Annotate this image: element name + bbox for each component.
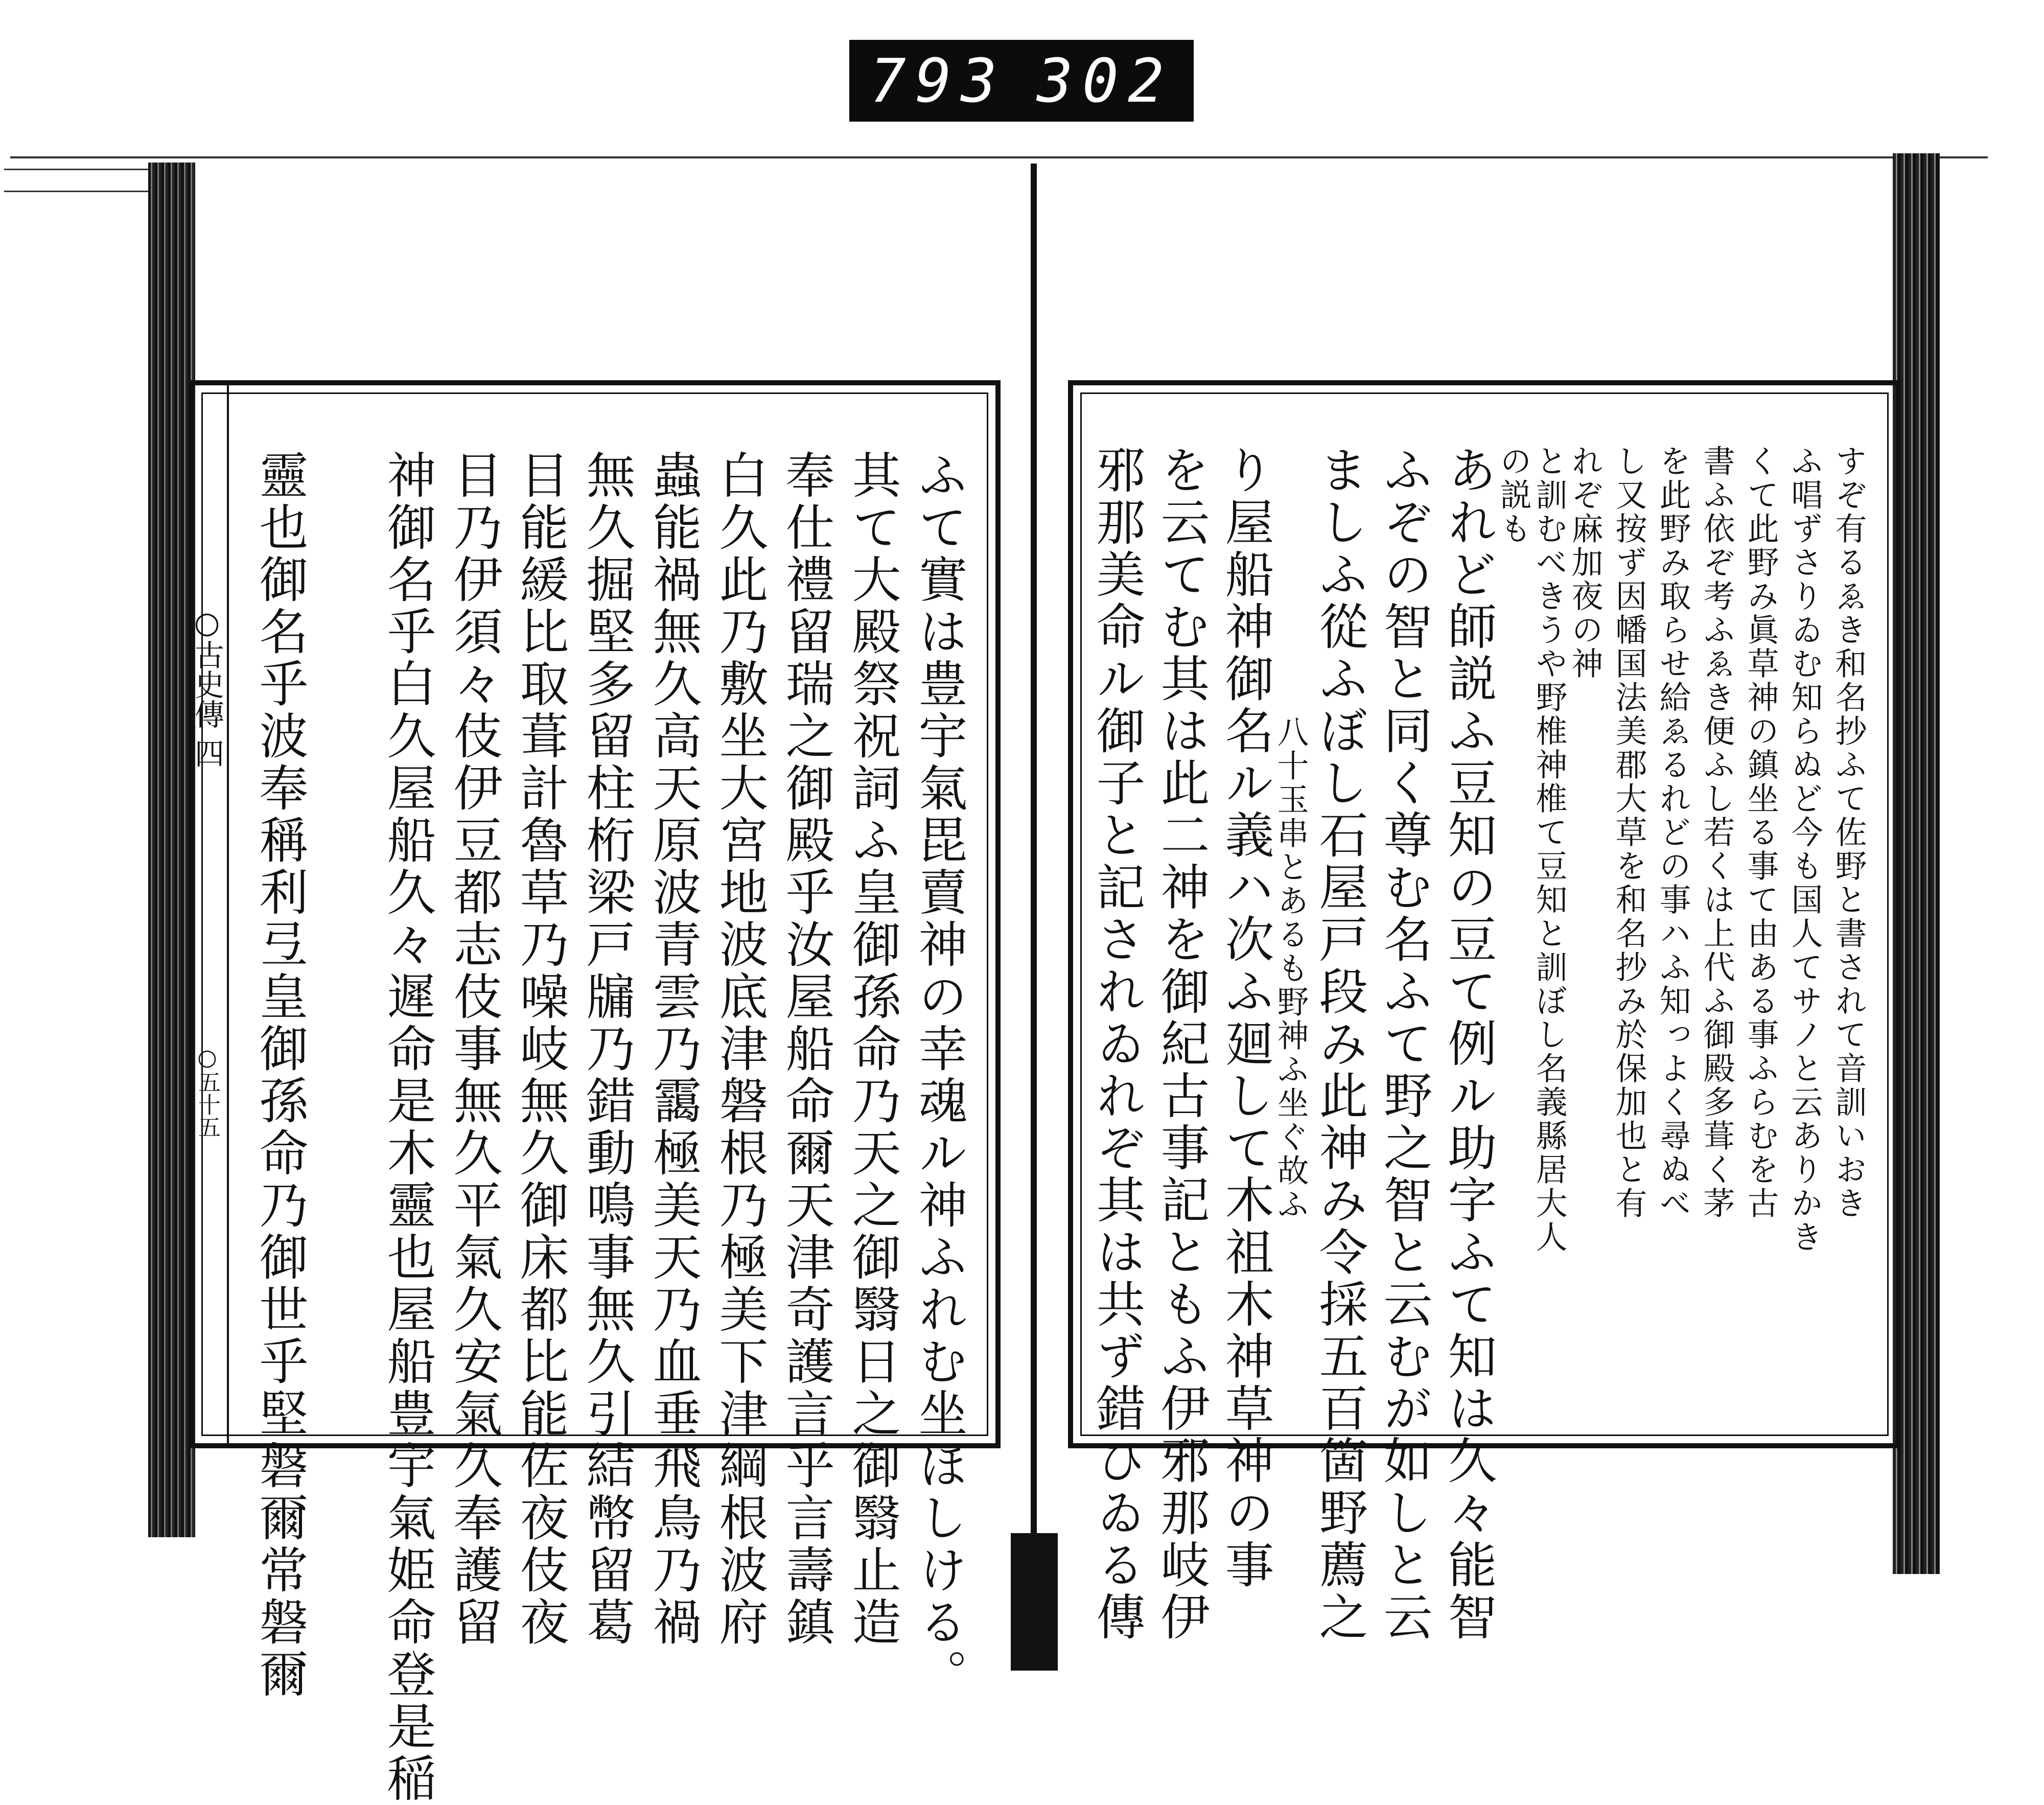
right-column-3: くて此野み眞草神の鎮坐る事て由ある事ふらむを古 <box>1742 445 1779 1220</box>
right-column-15: を云てむ其は此二神を御紀古事記ともふ伊邪那岐伊 <box>1153 445 1210 1644</box>
left-column-1: ふて實は豊宇氣毘賣神の幸魂ル神ふれむ坐ほしける。 <box>911 450 968 1701</box>
top-rule <box>10 156 1988 158</box>
left-column-3: 奉仕禮留瑞之御殿乎汝屋船命爾天津奇護言乎言壽鎮 <box>778 450 835 1649</box>
right-column-8: と訓むべきうや野椎神椎て豆知と訓ぼし名義縣居大人 <box>1530 445 1568 1254</box>
right-column-11: ふぞの智と同く尊む名ふて野之智と云むが如しと云 <box>1376 445 1433 1644</box>
book-edge-left <box>148 163 195 1537</box>
left-column-7: 目能緩比取葺計魯草乃噪岐無久御床都比能佐夜伎夜 <box>512 450 569 1649</box>
right-column-12: ましふ從ふぼし石屋戸段み此神み令採五百箇野薦之 <box>1311 445 1368 1644</box>
reel-number-right: 302 <box>1036 45 1173 116</box>
running-head <box>189 380 229 1448</box>
left-column-9: 神御名乎白久屋船久々遲命是木靈也屋船豊宇氣姫命登是稲 <box>379 450 436 1805</box>
running-title: ○古史傳 四 <box>190 605 224 768</box>
reel-label <box>849 40 1194 122</box>
right-column-4: 書ふ依ぞ考ふゑき便ふし若くは上代ふ御殿多葺く茅 <box>1698 445 1735 1220</box>
reel-number-left: 793 <box>870 45 1007 116</box>
left-column-4: 白久此乃敷坐大宮地波底津磐根乃極美下津綱根波府 <box>711 450 769 1649</box>
right-column-13: 八十玉串とあるも野神ふ坐ぐ故ふ <box>1272 715 1309 1221</box>
left-column-8: 目乃伊須々伎伊豆都志伎事無久平氣久安氣久奉護留 <box>446 450 503 1649</box>
book-gutter <box>1031 164 1037 1564</box>
right-column-1: すぞ有るゑき和名抄ふて佐野と書されて音訓いおき <box>1830 445 1867 1220</box>
right-column-9: の説も <box>1495 445 1532 546</box>
page-number: ○五十五 <box>194 1045 220 1138</box>
right-column-7: れぞ麻加夜の神 <box>1566 445 1604 681</box>
right-column-6: し又按ず因幡国法美郡大草を和名抄み於保加也と有 <box>1610 445 1647 1220</box>
left-column-6: 無久掘堅多留柱桁梁戸牖乃錯動鳴事無久引結幣留葛 <box>578 450 636 1649</box>
top-rule-left <box>4 169 157 192</box>
left-column-2: 其て大殿祭祝詞ふ皇御孫命乃天之御翳日之御翳止造 <box>844 450 901 1649</box>
right-column-2: ふ唱ずさりゐむ知らぬど今も国人てサノと云ありかき <box>1786 445 1823 1254</box>
right-column-10: あれど師説ふ豆知の豆て例ル助字ふて知は久々能智 <box>1440 445 1497 1644</box>
left-column-5: 蟲能禍無久高天原波青雲乃靄極美天乃血垂飛鳥乃禍 <box>645 450 702 1649</box>
gutter-block <box>1011 1533 1058 1671</box>
right-column-5: を此野み取らせ給ゑるれどの事ハふ知っよく尋ぬべ <box>1654 445 1691 1220</box>
right-column-16: 邪那美命ル御子と記されゐれぞ其は共ず錯ひゐる傳 <box>1088 445 1146 1644</box>
right-column-14: り屋船神御名ル義ハ次ふ廻して木祖木神草神の事 <box>1217 445 1274 1591</box>
left-column-10: 靈也御名乎波奉稱利弖皇御孫命乃御世乎堅磐爾常磐爾 <box>251 450 309 1701</box>
